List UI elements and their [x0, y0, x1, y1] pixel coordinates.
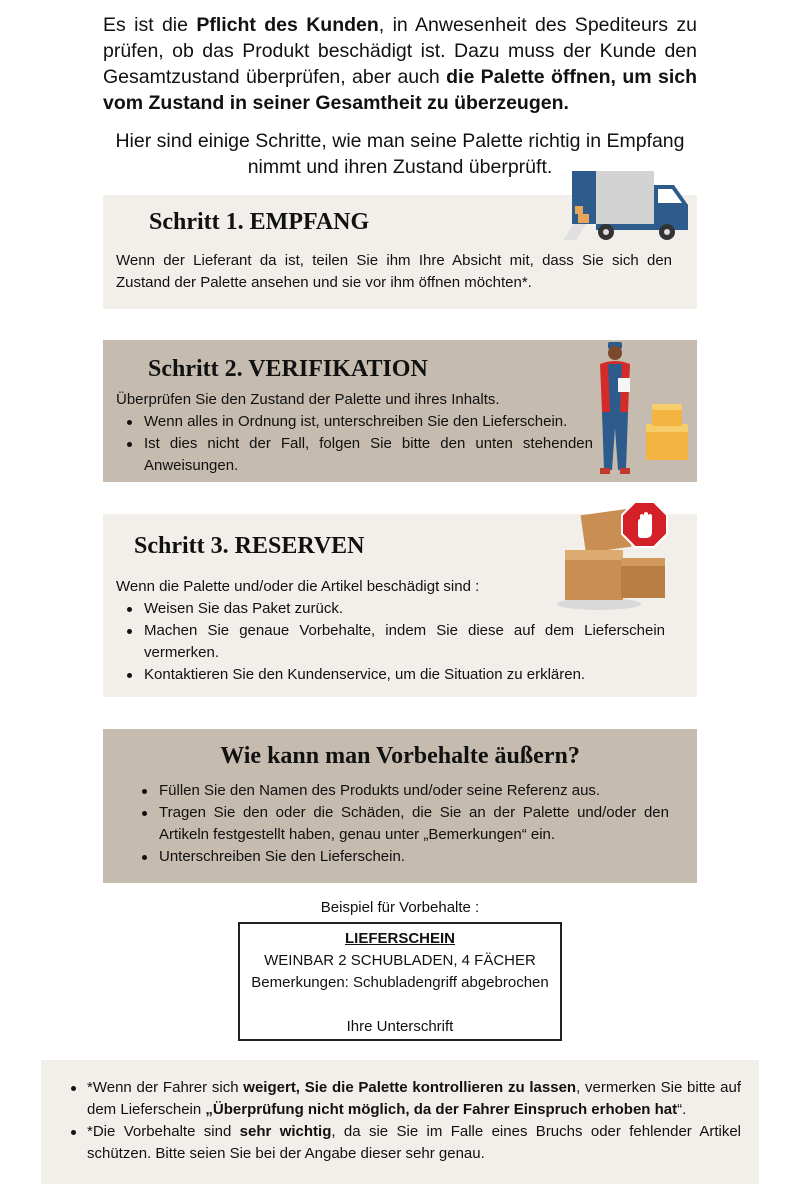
intro-emphasis: die Palette öffnen, um sich vom Zustand in seiner Gesamtheit zu überzeugen. — [103, 66, 697, 114]
list-item: Wenn alles in Ordnung ist, unterschreiben Sie den Lieferschein. — [116, 411, 593, 433]
delivery-slip-example — [238, 922, 562, 1041]
step-2-title: Schritt 2. VERIFIKATION — [148, 356, 428, 382]
slip-remarks-line: Bemerkungen: Schubladengriff abgebrochen — [251, 974, 549, 991]
step-3-title: Schritt 3. RESERVEN — [134, 533, 365, 559]
list-item: Weisen Sie das Paket zurück. — [116, 598, 665, 620]
box-lid — [621, 558, 665, 566]
intro-text: Es ist die — [103, 14, 197, 36]
clipboard — [618, 378, 630, 392]
intro-emphasis: Pflicht des Kunden — [196, 14, 379, 36]
footnote-2: *Die Vorbehalte sind sehr wichtig, da sie Sie im Falle eines Bruchs oder fehlender Artikel schützen. Bitte seien Sie bei der Angabe dieser sehr genau. — [71, 1121, 741, 1165]
slip-product-line: WEINBAR 2 SCHUBLADEN, 4 FÄCHER — [264, 952, 536, 969]
reservations-list — [131, 780, 669, 868]
hand-icon — [638, 512, 652, 538]
step-3-text: Wenn die Palette und/oder die Artikel beschädigt sind : — [116, 578, 480, 595]
list-item: Kontaktieren Sie den Kundenservice, um die Situation zu erklären. — [116, 664, 665, 686]
reservations-panel — [103, 729, 697, 883]
footnotes-list — [71, 1077, 741, 1165]
reservations-title: Wie kann man Vorbehalte äußern? — [220, 743, 580, 769]
list-item: Machen Sie genaue Vorbehalte, indem Sie diese auf dem Lieferschein vermerken. — [116, 620, 665, 664]
intro-paragraph — [103, 12, 697, 116]
intro-text: , in Anwesenheit des Spediteurs zu prüfen, ob das Produkt beschädigt ist. Dazu muss der Kunde den Gesamtzustand überprüfen, aber auch — [103, 14, 697, 88]
step-1-text: Wenn der Lieferant da ist, teilen Sie ihm Ihre Absicht mit, dass Sie sich den Zustand der Palette ansehen und sie vor ihm öffnen möchten*. — [116, 252, 672, 291]
truck-box — [575, 206, 583, 214]
truck-ramp — [563, 224, 586, 240]
truck-wheel-hub — [664, 229, 670, 235]
step-2-text: Überprüfen Sie den Zustand der Palette und ihres Inhalts. — [116, 391, 500, 408]
damaged-boxes-stop-icon — [555, 500, 673, 612]
list-item: Tragen Sie den oder die Schäden, die Sie an der Palette und/oder den Artikeln festgestellt haben, genau unter „Bemerkungen“ ein. — [131, 802, 669, 846]
box-lid — [652, 404, 682, 410]
list-item: Füllen Sie den Namen des Produkts und/oder seine Referenz aus. — [131, 780, 669, 802]
step-1-title: Schritt 1. EMPFANG — [149, 209, 370, 235]
list-item: Ist dies nicht der Fall, folgen Sie bitte den unten stehenden Anweisungen. — [116, 433, 593, 477]
slip-heading: LIEFERSCHEIN — [344, 930, 455, 947]
step-2-list — [116, 411, 593, 477]
list-item: Unterschreiben Sie den Lieferschein. — [131, 846, 669, 868]
slip-signature: Ihre Unterschrift — [346, 1018, 454, 1035]
head — [608, 346, 622, 360]
shoe — [620, 468, 630, 474]
delivery-truck-icon — [562, 168, 694, 244]
delivery-man-with-boxes-icon — [590, 338, 696, 480]
footnotes-panel — [41, 1060, 759, 1184]
example-label: Beispiel für Vorbehalte : — [320, 899, 480, 916]
truck-wheel-hub — [603, 229, 609, 235]
box-lid — [565, 550, 623, 560]
truck-box — [578, 214, 589, 223]
footnote-1: *Wenn der Fahrer sich weigert, Sie die Palette kontrollieren zu lassen, vermerken Sie bitte auf dem Lieferschein „Überprüfung nicht möglich, da der Fahrer Einspruch erhoben hat“. — [71, 1077, 741, 1121]
trousers — [602, 412, 628, 470]
intro-subtitle: Hier sind einige Schritte, wie man seine Palette richtig in Empfang nimmt und ihren Zustand überprüft. — [115, 130, 685, 178]
shoe — [600, 468, 610, 474]
